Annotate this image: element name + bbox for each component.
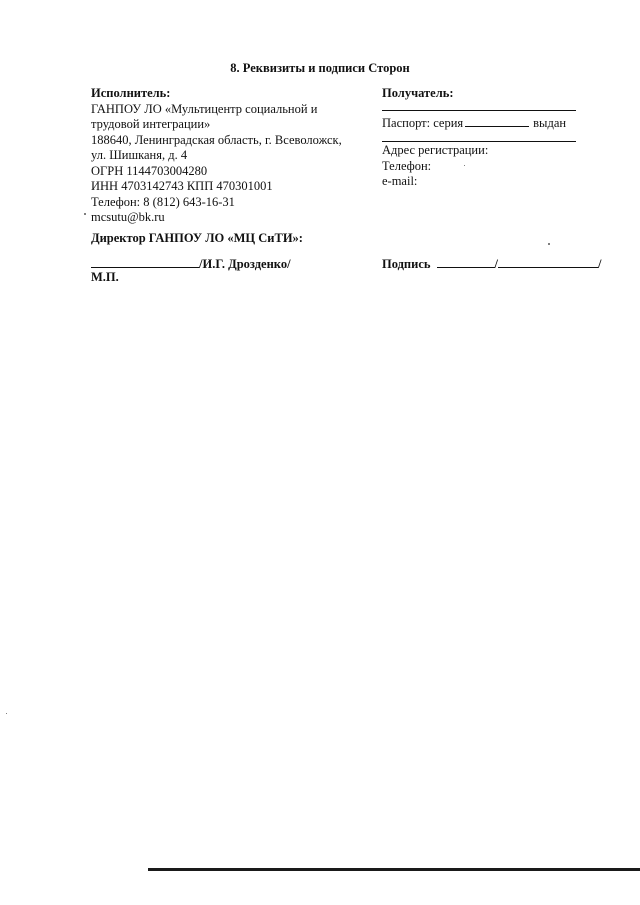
director-title: Директор ГАНПОУ ЛО «МЦ СиТИ»:: [91, 231, 303, 245]
recipient-block: [382, 86, 582, 102]
email-label: e-mail:: [382, 174, 418, 188]
recipient-name-line: [382, 110, 576, 111]
section-title: 8. Реквизиты и подписи Сторон: [230, 61, 410, 75]
director-name: /И.Г. Дрозденко/: [199, 257, 291, 271]
executor-email: mcsutu@bk.ru: [91, 210, 165, 224]
scan-edge-bar: [148, 868, 640, 871]
recipient-sign-label: Подпись: [382, 257, 431, 271]
scan-speck: [464, 165, 465, 166]
executor-line: Телефон: 8 (812) 643-16-31: [91, 194, 235, 209]
executor-line: ГАНПОУ ЛО «Мультицентр социальной и: [91, 101, 318, 116]
signature-slash: /: [597, 257, 602, 271]
passport-series-blank: [465, 115, 529, 127]
recipient-name-blank: [498, 256, 598, 268]
stamp-label: М.П.: [91, 270, 119, 284]
director-signature-row: [91, 256, 291, 273]
passport-label: Паспорт: серия: [382, 116, 464, 130]
passport-issued-label: выдан: [533, 116, 567, 130]
executor-line: трудовой интеграции»: [91, 117, 211, 131]
executor-line: ОГРН 1144703004280: [91, 163, 208, 178]
executor-heading: Исполнитель:: [91, 86, 171, 100]
director-signature-blank: [91, 256, 199, 268]
scan-speck: [548, 243, 550, 245]
recipient-heading: Получатель:: [382, 86, 454, 100]
signature-slash: /: [494, 257, 498, 271]
address-label: Адрес регистрации:: [382, 143, 489, 157]
executor-block: [91, 86, 371, 226]
phone-label: Телефон:: [382, 158, 432, 173]
executor-line: 188640, Ленинградская область, г. Всеволожск,: [91, 132, 342, 147]
recipient-signature-row: [382, 256, 601, 273]
executor-line: ул. Шишканя, д. 4: [91, 148, 188, 162]
recipient-signature-blank: [437, 256, 495, 268]
scan-speck: [84, 213, 86, 215]
recipient-contacts: [382, 143, 582, 190]
passport-issued-line: [382, 141, 576, 142]
scan-speck: [6, 713, 7, 714]
passport-row: [382, 115, 582, 132]
executor-line: ИНН 4703142743 КПП 470301001: [91, 179, 273, 193]
